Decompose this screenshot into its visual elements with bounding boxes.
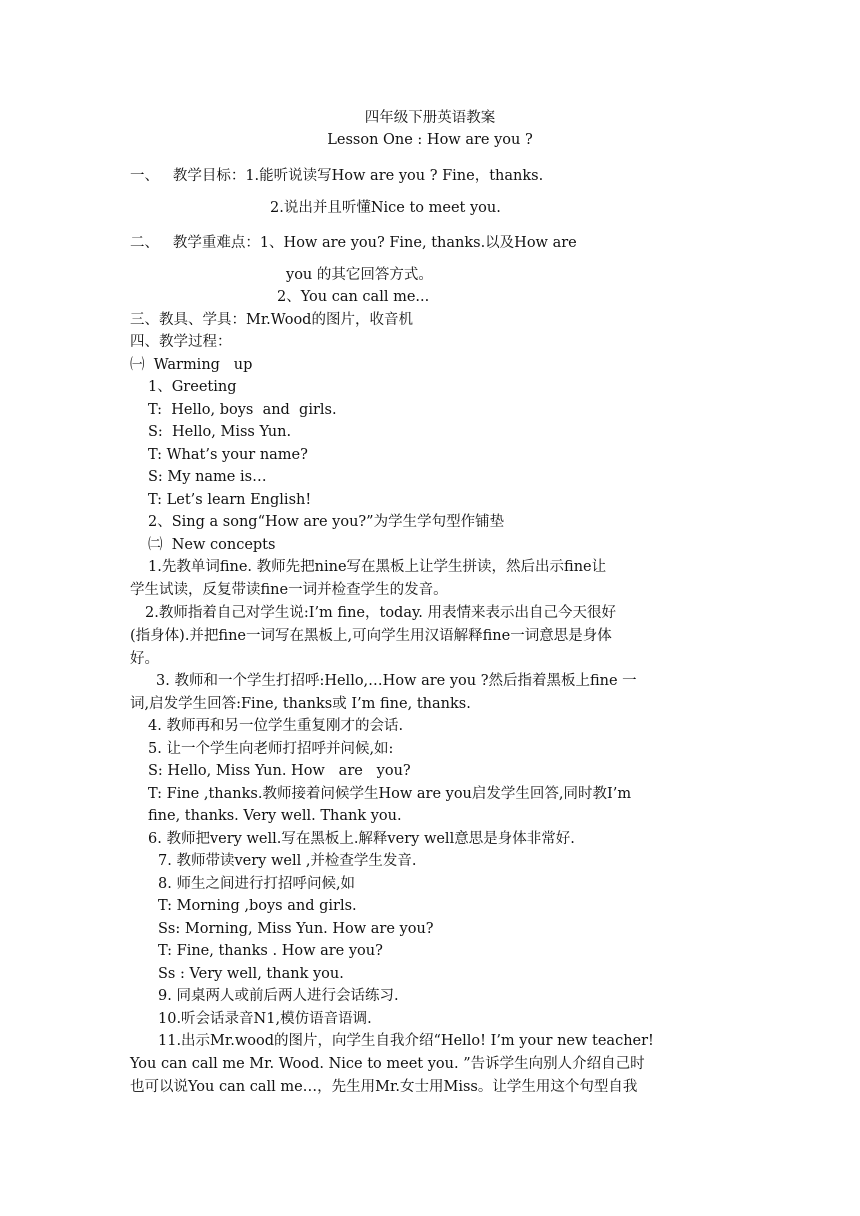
- text-line: 二、 教学重难点：1、How are you? Fine, thanks.以及How are: [130, 235, 577, 251]
- text-line: 2、Sing a song“How are you?”为学生学句型作铺垫: [148, 514, 505, 530]
- text-line: 学生试读，反复带读fine一词并检查学生的发音。: [130, 582, 448, 598]
- text-line: 10.听会话录音N1,模仿语音语调.: [158, 1011, 372, 1027]
- text-line: 好。: [130, 651, 159, 667]
- text-line: ㈡ New concepts: [148, 537, 276, 553]
- text-line: 11.出示Mr.wood的图片，向学生自我介绍“Hello! I’m your new teacher!: [158, 1033, 654, 1049]
- text-line: T: Hello, boys and girls.: [148, 402, 337, 418]
- text-line: 四、教学过程：: [130, 334, 232, 350]
- text-line: 6. 教师把very well.写在黑板上.解释very well意思是身体非常好.: [148, 831, 575, 847]
- text-line: 一、 教学目标：1.能听说读写How are you ? Fine，thanks.: [130, 168, 544, 184]
- doc-subtitle: Lesson One : How are you ?: [327, 132, 533, 148]
- text-line: 5. 让一个学生向老师打招呼并问候,如:: [148, 741, 394, 757]
- text-line: fine, thanks. Very well. Thank you.: [148, 808, 402, 824]
- text-line: T: Fine, thanks . How are you?: [158, 943, 383, 959]
- text-line: you 的其它回答方式。: [286, 267, 433, 283]
- text-line: Ss: Morning, Miss Yun. How are you?: [158, 921, 434, 937]
- text-line: T: What’s your name?: [148, 447, 308, 463]
- text-line: 也可以说You can call me…，先生用Mr.女士用Miss。让学生用这个句型自我: [130, 1079, 638, 1095]
- text-line: T: Let’s learn English!: [148, 492, 312, 508]
- text-line: 9. 同桌两人或前后两人进行会话练习.: [158, 988, 399, 1004]
- text-line: 8. 师生之间进行打招呼问候,如: [158, 876, 356, 892]
- text-line: S: Hello, Miss Yun.: [148, 424, 292, 440]
- text-line: 7. 教师带读very well ,并检查学生发音.: [158, 853, 417, 869]
- text-line: T: Fine ,thanks.教师接着问候学生How are you启发学生回答,同时教I’m: [148, 786, 632, 802]
- text-line: S: My name is…: [148, 469, 267, 485]
- doc-title: 四年级下册英语教案: [364, 110, 496, 126]
- text-line: 2.教师指着自己对学生说:I’m fine，today. 用表情来表示出自己今天很好: [145, 605, 616, 621]
- text-line: 词,启发学生回答:Fine, thanks或 I’m fine, thanks.: [130, 696, 471, 712]
- text-line: 三、教具、学具：Mr.Wood的图片，收音机: [130, 312, 413, 328]
- text-line: Ss : Very well, thank you.: [158, 966, 344, 982]
- text-line: ㈠ Warming up: [130, 357, 253, 373]
- text-line: T: Morning ,boys and girls.: [158, 898, 357, 914]
- text-line: 1、Greeting: [148, 379, 237, 395]
- text-line: S: Hello, Miss Yun. How are you?: [148, 763, 411, 779]
- text-line: 2、You can call me...: [277, 289, 430, 305]
- text-line: 1.先教单词fine. 教师先把nine写在黑板上让学生拼读，然后出示fine让: [148, 559, 607, 575]
- text-line: 2.说出并且听懂Nice to meet you.: [270, 200, 501, 216]
- text-line: 3. 教师和一个学生打招呼:Hello,…How are you ?然后指着黑板上fine 一: [156, 673, 637, 689]
- text-line: 4. 教师再和另一位学生重复刚才的会话.: [148, 718, 404, 734]
- text-line: (指身体).并把fine一词写在黑板上,可向学生用汉语解释fine一词意思是身体: [130, 628, 612, 644]
- text-line: You can call me Mr. Wood. Nice to meet you. ”告诉学生向别人介绍自己时: [130, 1056, 645, 1072]
